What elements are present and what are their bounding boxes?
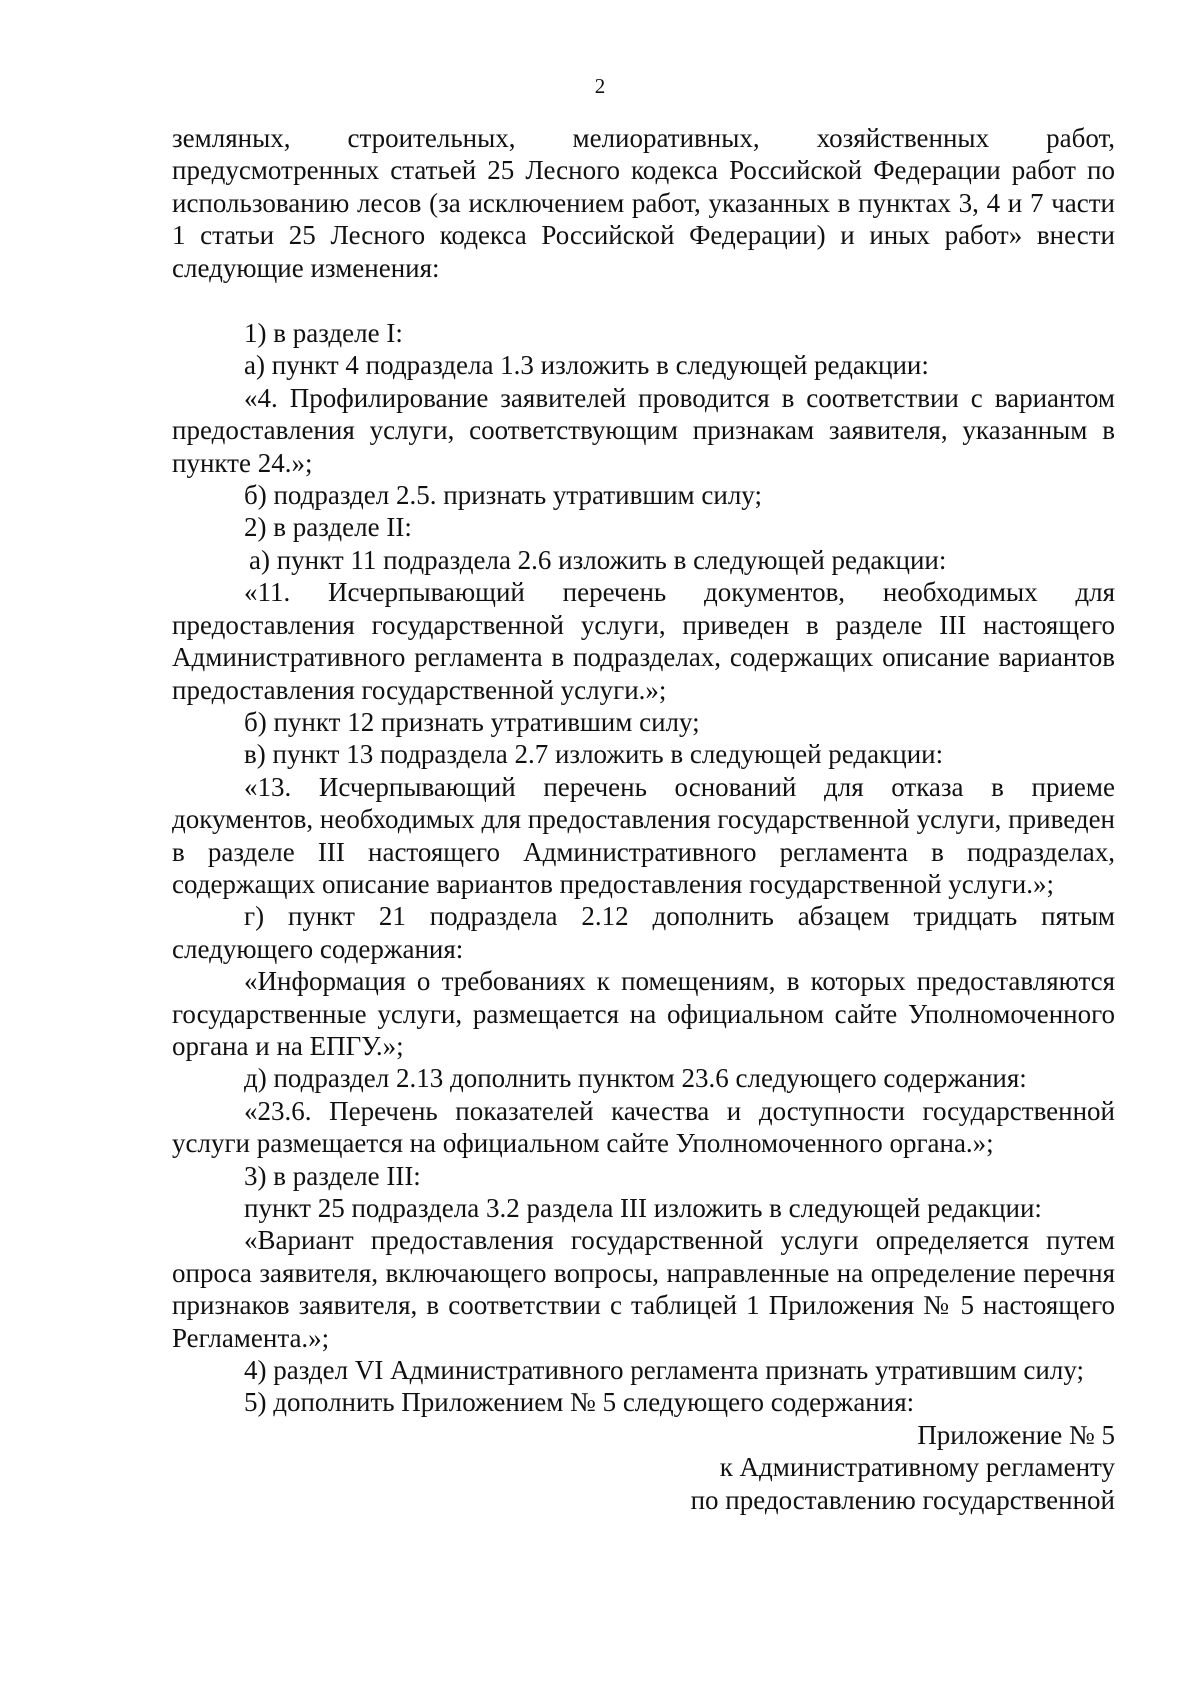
quote-premises-info: «Информация о требованиях к помещениям, в которых предоставляются государственные услуги, размещается на официальном сайте Уполномоченного органа и на ЕПГУ.»;: [172, 966, 1115, 1061]
document-body: [172, 122, 1115, 1516]
section-4-item: 4) раздел VI Административного регламента признать утратившим силу;: [244, 1355, 1084, 1386]
appendix-reference: к Административному регламенту: [719, 1452, 1115, 1483]
section-2-item-v: в) пункт 13 подраздела 2.7 изложить в следующей редакции:: [244, 739, 944, 770]
section-2-item-a: а) пункт 11 подраздела 2.6 изложить в следующей редакции:: [249, 544, 947, 575]
quote-item-4: «4. Профилирование заявителей проводится в соответствии с вариантом предоставления услуги, соответствующим признакам заявителя, указанным в пункте 24.»;: [172, 382, 1115, 478]
section-2-item-b: б) пункт 12 признать утратившим силу;: [244, 706, 700, 737]
quote-item-11: «11. Исчерпывающий перечень документов, необходимых для предоставления государственной услуги, приведен в разделе III настоящего Административного регламента в подразделах, содержащих описание вариантов предоставления государственной услуги.»;: [172, 577, 1115, 705]
section-5-item: 5) дополнить Приложением № 5 следующего содержания:: [244, 1387, 915, 1418]
section-2-item-g: г) пункт 21 подраздела 2.12 дополнить абзацем тридцать пятым следующего содержания:: [172, 901, 1115, 964]
section-3-item: пункт 25 подраздела 3.2 раздела III изложить в следующей редакции:: [244, 1193, 1042, 1223]
intro-paragraph: земляных, строительных, мелиоративных, хозяйственных работ, предусмотренных статьей 25 Лесного кодекса Российской Федерации работ по использованию лесов (за исключением работ, указанных в пунктах 3, 4 и 7 части 1 статьи 25 Лесного кодекса Российской Федерации) и иных работ» внести следующие изменения:: [172, 123, 1115, 283]
section-1-item-b: б) подраздел 2.5. признать утратившим силу;: [244, 480, 762, 511]
section-3-heading: 3) в разделе III:: [244, 1160, 421, 1191]
appendix-subject: по предоставлению государственной: [690, 1484, 1115, 1515]
section-2-heading: 2) в разделе II:: [244, 512, 412, 543]
appendix-title: Приложение № 5: [917, 1419, 1115, 1450]
section-1-item-a: а) пункт 4 подраздела 1.3 изложить в следующей редакции:: [244, 350, 929, 381]
page-number: 2: [594, 74, 606, 98]
quote-item-13: «13. Исчерпывающий перечень оснований для отказа в приеме документов, необходимых для предоставления государственной услуги, приведен в разделе III настоящего Административного регламента в подразделах, содержащих описание вариантов предоставления государственной услуги.»;: [172, 771, 1115, 899]
section-2-item-d: д) подраздел 2.13 дополнить пунктом 23.6 следующего содержания:: [244, 1063, 1027, 1094]
appendix-heading: [172, 1419, 1115, 1516]
section-1-heading: 1) в разделе I:: [244, 318, 403, 349]
quote-item-25: «Вариант предоставления государственной услуги определяется путем опроса заявителя, включающего вопросы, направленные на определение перечня признаков заявителя, в соответствии с таблицей 1 Приложения № 5 настоящего Регламента.»;: [172, 1225, 1115, 1353]
quote-item-23-6: «23.6. Перечень показателей качества и доступности государственной услуги размещается на официальном сайте Уполномоченного органа.»;: [172, 1095, 1115, 1159]
